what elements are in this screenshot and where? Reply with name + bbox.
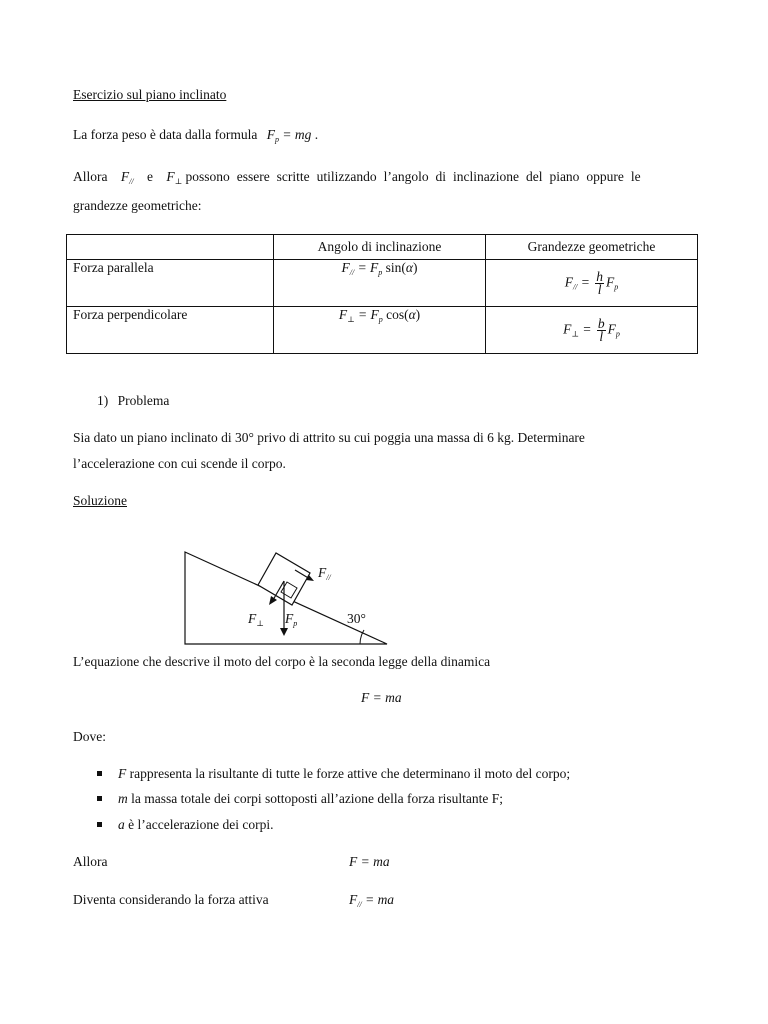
table-row [67, 260, 698, 307]
list-item [118, 817, 274, 833]
perpendicular-force-symbol: $F_\perp$ [166, 169, 183, 186]
solution-heading: Soluzione [73, 493, 127, 508]
list-item [118, 766, 570, 782]
weight-force-formula: $F_p$ = mg [266, 127, 312, 144]
parallel-force-symbol: $F_{//}$ [120, 169, 134, 186]
row-label-parallel: Forza parallela [67, 260, 274, 307]
perpendicular-geometric-formula: $F_\perp$ = $\frac{b}{l}$ $F_p$ [486, 307, 698, 354]
parallel-geometric-formula: $F_{//}$ = $\frac{h}{l}$ $F_p$ [486, 260, 698, 307]
diagram-label-f-perpendicular: $F_\perp$ [248, 611, 264, 628]
equation-intro: L’equazione che descrive il moto del corpo è la seconda legge della dinamica [73, 654, 491, 669]
perpendicular-angle-formula: $F_\perp = F_p$ cos(α) [274, 307, 486, 354]
forces-description-line [73, 169, 697, 186]
geometric-quantities-line: grandezze geometriche: [73, 198, 202, 213]
table-header-empty [67, 235, 274, 260]
bullet-text: la massa totale dei corpi sottoposti all’azione della forza risultante F; [131, 791, 504, 806]
weight-vector-arrowhead [280, 628, 288, 636]
inclined-plane-diagram [180, 548, 395, 648]
bullet-symbol: F [118, 766, 127, 781]
list-item [118, 791, 503, 807]
and-word: e [146, 169, 153, 184]
diagram-label-f-p: $F_p$ [285, 611, 298, 628]
weight-force-line: La forza peso è data dalla formula $F_p$ = mg . [73, 127, 319, 144]
allora-label: Allora [73, 854, 108, 869]
becomes-equation: $F_{//}$ = ma [349, 892, 395, 909]
bullet-marker [97, 796, 102, 801]
table-header-geometric: Grandezze geometriche [486, 235, 698, 260]
allora-word: Allora [73, 169, 108, 184]
becomes-label: Diventa considerando la forza attiva [73, 892, 269, 907]
perpendicular-vector-arrowhead [269, 596, 277, 605]
problem-text-line2: l’accelerazione con cui scende il corpo. [73, 456, 286, 471]
forces-table [66, 234, 698, 354]
problem-text-line1: Sia dato un piano inclinato di 30° privo di attrito su cui poggia una massa di 6 kg. Determinare [73, 430, 585, 445]
table-header-angle: Angolo di inclinazione [274, 235, 486, 260]
problem-number: 1) [97, 393, 109, 408]
main-equation: F = ma [361, 690, 402, 705]
diagram-angle-label: 30° [347, 611, 366, 626]
bullet-symbol: a [118, 817, 125, 832]
bullet-text: è l’accelerazione dei corpi. [128, 817, 274, 832]
bullet-marker [97, 822, 102, 827]
forces-description-rest: possono essere scritte utilizzando l’angolo di inclinazione del piano oppure le [185, 169, 641, 184]
parallel-angle-formula: $F_{//} = F_p$ sin(α) [274, 260, 486, 307]
problem-title: Problema [117, 393, 170, 408]
bullet-symbol: m [118, 791, 128, 806]
page-title: Esercizio sul piano inclinato [73, 87, 227, 102]
bullet-marker [97, 771, 102, 776]
table-row [67, 307, 698, 354]
problem-heading [97, 393, 169, 409]
row-label-perpendicular: Forza perpendicolare [67, 307, 274, 354]
where-label: Dove: [73, 729, 106, 744]
allora-equation: F = ma [349, 854, 390, 869]
weight-force-text: La forza peso è data dalla formula [73, 127, 258, 142]
bullet-text: rappresenta la risultante di tutte le forze attive che determinano il moto del corpo; [129, 766, 571, 781]
diagram-label-f-parallel: $F_{//}$ [318, 565, 331, 582]
